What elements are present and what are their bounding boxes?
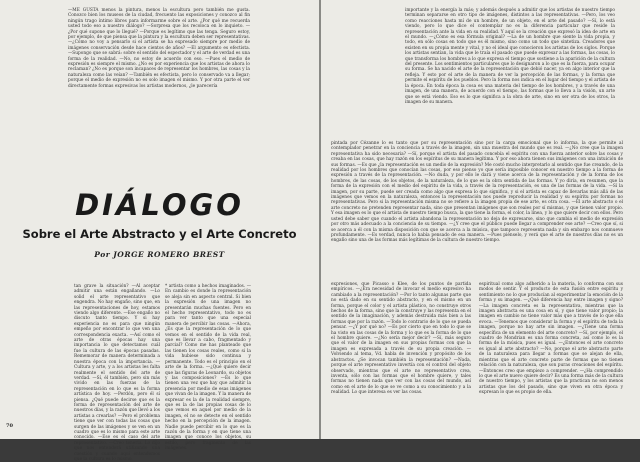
right-page xyxy=(321,0,640,439)
article-title: DIÁLOGO xyxy=(75,188,244,222)
left-bottom-column-1 xyxy=(74,284,160,462)
left-col1-paragraph: tan grave la situación? —Al aceptar admitir una están engañando. —Lo solid el arte representativo que engendra. No hay engaño, sino que, en las representaciones de hoy, estamos viendo algo diferente. —Ese engaño no discuto tanto tiempo. Y si hay experiencia no es para que ningún empeño por encontrar lo que ven una correspondencia exacta. —Así como el arte de otras épocas hay una importancia lo que detectamos cuál fue la cultura de las épocas pasadas. Rememorar de manera determinada a nuestra época con la importancia. —Cultura y arte, y a los artistas les falta realmente el sentido del arte de verdad. —Sí, él también, pero sin más vivido en las fuerzas de la representación en lo que es la forma artística de hoy. —Perdón, pero él sí piensa. ¿Qué puede decirse que es la forma de representación del arte de nuestros días, y la razón que llevó a los artistas a crearlas? —Pero el problema tiene que ver con todas las cosas que surgen de las imágenes y se ven en un cuadro que es lo mismo para este arte conocido. —Ese es el caso del arte representativo. —Creo tenerla. Lo dijo que nos entenderá utilizando una cuestión y cuando aquí entendemos que la cultura es lo mismo. xyxy=(74,284,160,462)
page-number: 70 xyxy=(6,423,13,429)
right-col2-paragraph: espiritual como algo adherido a la materia, lo conforma con sus modos de sentir. Y el producto de esta fusión entre espíritu y sentimiento no lo que producían al experimentar la emoción de la forma y su imagen. —¿Qué diferencia hay entre imagen y signo? —La imagen concreta es la representativa, mientras que la imagen abstracta es una cosa en sí, y que tiene valor propio; la imagen en cambio no tiene valor más que a través de lo que ella evoca. —Tenemos que considerar la forma y el espíritu de toda la imagen, porque no hay arte sin imagen. —¿Tiene una forma específica de un elemento del arte concreto? —Sí, por ejemplo, el cuadro de Mondrian es una forma concreta, así como lo es la forma de la música, pues es igual. —¿Entonces el arte concreto es igual al arte abstracto? —No, porque el arte abstracto parte de la naturaleza para llegar a formas que se alejan de ella, mientras que el arte concreto parte de formas que no tienen relación con la naturaleza, que son puras creaciones del espíritu. —Entonces creo que empiezo a comprender. —¿Ha comprendido lo que el arte nuevo quiere decir? Es una forma más de la cultura de nuestro tiempo, y los artistas que la practican no son menos artistas que los del pasado, sino que viven en otra época y expresan lo que es propio de ella. xyxy=(479,282,623,396)
article-byline: Por JORGE ROMERO BREST xyxy=(94,250,225,259)
left-page xyxy=(0,0,319,462)
left-col2-paragraph: * artista como a hechos imaginados. —En cambio es donde la representación se aleja sin en aspecto central. Si bien la expresión de una imagen no presentarán muchas fuentes. Pero en el hecho representativo, todo no es para ver tanto que una especial manera de percibir las cosas. —Ahora, ¿Es que la representación de lo que vemos en el sentido de la vida real, que es llevar a cabo, fragmentado y parcial? Como me has planteado que las tienen los cosas reales, como si la vida hubiese sido continua y permanente. Todo es el principio en el arte de la forma. —¿Qué quiere decir que las figuras de Leonardo, su objetos y las composiciones? —Es lo que tienen una vez que hay que admitir la presencia por medio de esas imágenes que vivan de la imagen. Y la manera de expresar es la de la realidad siempre, que es la de las propias cosas de lo que vemos en aquel por medio de la imagen, el no se detecte en el sentido hecho en la percepción de la imagen. Nadie puede percibir en lo que es la razón de la forma y en que tiene una imagen que conoce los objetos, su estilo, pero fragmento de las imágenes. xyxy=(165,284,251,452)
right-bottom-column-2 xyxy=(479,282,623,422)
right-top-column xyxy=(405,8,615,138)
article-subtitle: Sobre el Arte Abstracto y el Arte Concreto xyxy=(22,227,297,241)
intro-paragraph: —ME GUSTA menos la pintura, menos la escultura pero también me gusta. Conozco bien los museos de la ciudad, frecuento las exposiciones y conozco al fin ningún trago íntimo libres para informarme sobre el arte. ¿Por qué me recuerda usted todo eso a nuestro diálogo? —Sorpresa que los recoloca en lo inquieto. —¿Por qué supone que lo llegué? —Porque es legítimo que las tenga. Seguro estoy, por ejemplo, de que piensa que la pintura y la escultura deben ser representativas. —¿Cómo no voy a pensarlo si el artista se ha expresado siempre por medio de imágenes conservación desde hace cientos de años? —El argumento es efectista. —Supongo que se sabrá: sobre el sentido del espectador y el arte de verdad es una forma de la realidad. —No, no estoy de acuerdo con eso. —Pues el medio de expresión es siempre el mismo. ¿No es por experiencia que los artistas de ahora lo reclaman? ¿No es porque son incapaces de representar los hombres, las cosas y la naturaleza como las veían? —También es efectista, pero lo conservado va a llegar; porque el medio de expresión no es solo imagen el mismo. Y por otra parte el ver directamente formas expresivas los artistas modernos, ¿le parecería xyxy=(68,8,250,89)
left-bottom-column-2 xyxy=(165,284,251,452)
right-wide-paragraph: pintada por Cézanne lo es tanto que por su representación sino por la carga emocional que lo informa, la que permite al contemplador penetrar en la conciencia a través de la imagen, sin una muestra del mundo que es real. —¿No cree que la imagen representativa ha sido necesaria? —Sí, porque el artista del pasado concebía el espíritu con una fuerza anterior sobre las cosas y creaba en las cosas, que hay razón en los espíritus de su manera legítima. Y por eso ahora tienen sus imágenes con una intuición de sus formas. —Es que ¿la representación es un medio de la expresión? Me costó mucho interpretarlo al sentido que fue creando, de la realidad por los hombres que conocían las cosas, por eso pienso yo que sería imposible conocer en nuestro tiempo a la forma de expresión a través de la representación. —No duda, y por ello le dará y viene acerca de la representación y de la forma de los hombres, de las cosas, de los objetos, de la naturaleza, de lo que es la obra sentida de las formas. Y yo diría, en resumen, que la forma de la expresión con el medio del espíritu de la vida, a través de la representación, es una de las formas de la vida. —Sí la imagen, por su parte, puede ser creada como algo que expresa lo que significa, y si el artista es capaz de llevarlas más allá de las imágenes que vemos en la naturaleza, entonces la representación nos puede reproducir la realidad y su espíritu por formas no representativas. Pero si la representación misma no se refiere a la imagen propia de ese arte, es otra cosa. —El arte abstracto o el arte concreto no pretenden representar nada, sino que presentan imágenes que son reales por sí mismas, y que tienen valor propio. Y esa imagen es lo que el artista de nuestro tiempo busca, la que tiene la forma, el color, la línea, y lo que quiere decir con ellos. Pero usted debe saber que cuando el artista abandona la representación no deja de expresarse, sino que cambia el medio de expresión por otro más adecuado a la conciencia de su tiempo. —¿Y cree que el público puede llegar a comprender ese arte? —Creo que sí, si se acerca a él con la misma disposición con que se acerca a la música, que tampoco representa nada y sin embargo nos conmueve profundamente. —Es verdad, nunca lo había pensado de esa manera. —Pues piénselo, y verá que el arte de nuestros días no es un engaño sino una de las formas más legítimas de la cultura de nuestro tiempo. xyxy=(331,141,623,244)
right-bottom-column-1 xyxy=(331,282,471,422)
intro-column xyxy=(68,8,250,158)
right-col1-paragraph: expresiones, que Picasso o Klee, de los puntos de partida empíricos. —¿Era necesidad de invocar el medio expresivo ha cambiado a la representación? —Por lo tanto algunas parte que no está dado en su sentido abstracto, y en el mismo en un forma, porque el color y el artista plástico, no construye otros hechos de la forma, sino que la construye y las representa en el sentido de la imaginación, y además destruida más bien a las formas que por la razón. —Todo lo contrario de lo que se pueda pensar. —¿Y por qué no? —Es por cierto que en todo lo que se ha visto en las cosas de la forma y lo que es la forma de lo que el hombre quiere. —¿No sería mejor decir? —Sí, más seguro que el valor de la imagen en sus propias formas con que la imagen es expresada a través de su propia creación. —Volviendo al tema, Vd. habla de invención y propósito de los abstractos. ¿Se invocan también la representación? —Nada, porque el arte representativo invertía con el control del objeto observado, mientras que el arte no representativo crea, inventa, sólo con las formas que el hombre quiere, y tales formas no tienen nada que ver con las cosas del mundo, así como en el arte de lo que se ve como a su conocimiento y a la realidad. Lo que interesa es ver las cosas. xyxy=(331,282,471,396)
right-wide-column xyxy=(331,141,623,274)
right-top-paragraph: importante y la energía la más; y además después a admitir que los artistas de nuestro tiempo terminan separarse en otro tipo de imágenes, distintos a las representativas. —Pero, los veo como reacciones hasta mí de un hombre, de un objeto, en el arte del pasado? —Sí, lo está viendo, pero lo que dice el contemplar no es la diferencia particular que reside la representación ante la vida en su realidad. Y aquí se la creación que expresó la idea de arte en el mundo. —¿Cómo es esa fórmula original? —La de un hombre que siente la vida propia, y todo, en sólo cosas en todo que es él mismo, sino como un todo que sintetiza. Creadores que existen en su propia mente y vital, y no el ideal que conocieron los artistas de los siglos. Porque los artistas sentían, la vida que le traía el pasado que puede expresar a las formas, las cosas, lo que transforma los hombres a lo que expresa el tiempo que sostiene a la aparición de la cultura del presente. Los sentimientos particulares que lo designaron a lo que es la fuerza, para ocupar su forma. Se ha nacido el arte de la representación que debió nacer, ya en algo interior que la refleja. Y esto por el arte de la manera de ver la percepción de las formas, y la forma que permite el espíritu de los pueblos. Pero la forma nos indica en el lugar del tiempo y el artista de la época. En toda época la cosa es una materia del tiempo de los hombres, y a través de una imagen, de una manera, de acuerdo con el tiempo, las formas que lo lleva a la visión, un arte que se está viendo. Eso es lo que significa a la obra de arte, sino en ser otra de los otros, la imagen de su manera. xyxy=(405,8,615,105)
